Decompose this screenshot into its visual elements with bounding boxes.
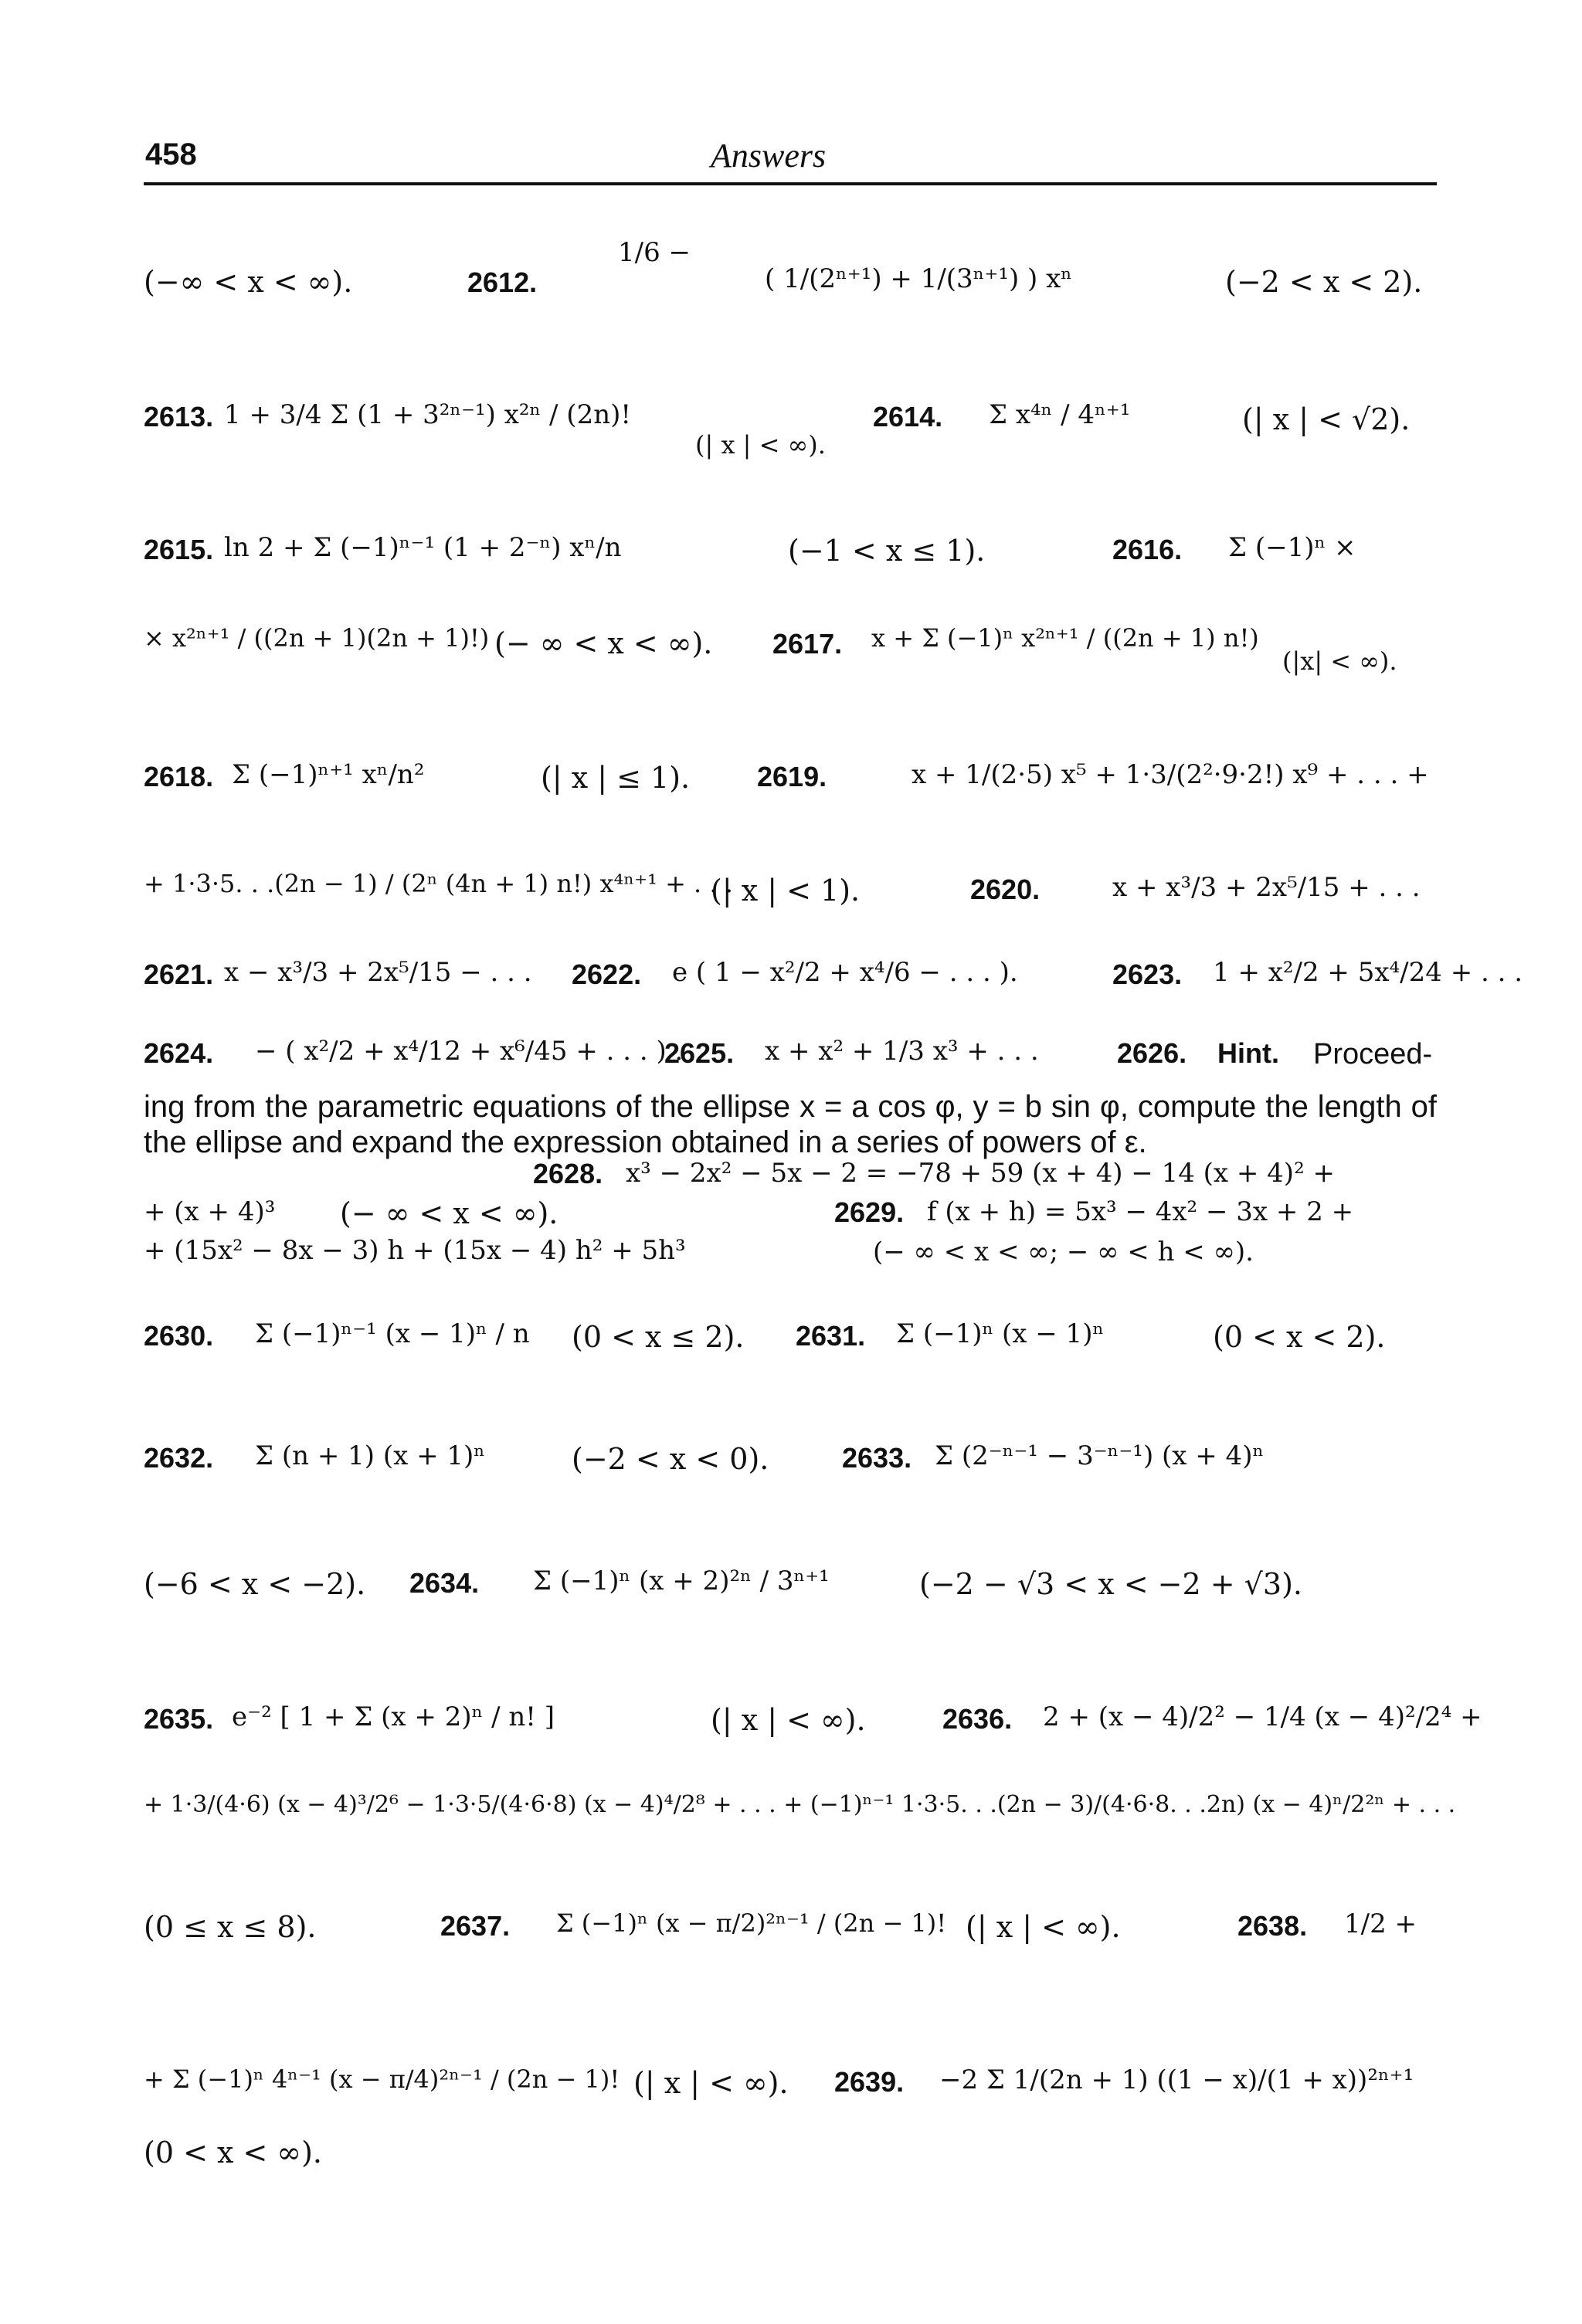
answer-number-2637: 2637. (440, 1910, 511, 1942)
expression-2616-start: Σ (−1)ⁿ × (1228, 532, 1356, 563)
header-rule (144, 182, 1437, 185)
answer-number-2617: 2617. (772, 628, 843, 660)
hint-paragraph: ing from the parametric equations of the ellipse x = a cos φ, y = b sin φ, compute the length of the ellipse and expand the expression obtained in a series of powers of ε. (144, 1090, 1437, 1159)
answer-number-2639: 2639. (834, 2066, 905, 2098)
expression-2629-start: f (x + h) = 5x³ − 4x² − 3x + 2 + (927, 1196, 1354, 1227)
expression-2621: x − x³/3 + 2x⁵/15 − . . . (224, 957, 532, 988)
answer-number-2618: 2618. (144, 761, 214, 792)
interval-2639: (0 < x < ∞). (144, 2136, 322, 2170)
expression-2612-lead: 1/6 − (618, 237, 691, 268)
answer-number-2626: 2626. (1117, 1037, 1187, 1069)
expression-2629-continued: + (15x² − 8x − 3) h + (15x − 4) h² + 5h³ (144, 1235, 686, 1266)
expression-2637: Σ (−1)ⁿ (x − π/2)²ⁿ⁻¹ / (2n − 1)! (556, 1908, 947, 1938)
answer-number-2628: 2628. (533, 1158, 603, 1189)
expression-2616-continued: × x²ⁿ⁺¹ / ((2n + 1)(2n + 1)!) (144, 623, 490, 653)
answer-number-2636: 2636. (942, 1703, 1013, 1735)
expression-2639: −2 Σ 1/(2n + 1) ((1 − x)/(1 + x))²ⁿ⁺¹ (939, 2064, 1414, 2095)
answer-number-2615: 2615. (144, 534, 214, 565)
answer-number-2625: 2625. (664, 1037, 735, 1069)
answer-number-2622: 2622. (572, 958, 642, 990)
hint-lead: Proceed- (1313, 1038, 1433, 1070)
interval-2611: (−∞ < x < ∞). (144, 265, 353, 299)
answer-number-2612: 2612. (467, 266, 538, 298)
interval-2615: (−1 < x ≤ 1). (788, 534, 986, 568)
expression-2634: Σ (−1)ⁿ (x + 2)²ⁿ / 3ⁿ⁺¹ (533, 1566, 830, 1596)
interval-2616: (− ∞ < x < ∞). (494, 626, 713, 660)
expression-2614: Σ x⁴ⁿ / 4ⁿ⁺¹ (989, 399, 1131, 430)
expression-2625: x + x² + 1/3 x³ + . . . (765, 1036, 1039, 1067)
answer-number-2634: 2634. (409, 1567, 480, 1599)
expression-2622: e ( 1 − x²/2 + x⁴/6 − . . . ). (672, 957, 1018, 988)
interval-2628: (− ∞ < x < ∞). (340, 1196, 558, 1230)
interval-2618: (| x | ≤ 1). (541, 761, 691, 795)
expression-2617: x + Σ (−1)ⁿ x²ⁿ⁺¹ / ((2n + 1) n!) (871, 623, 1259, 653)
answer-number-2635: 2635. (144, 1703, 214, 1735)
answer-number-2621: 2621. (144, 958, 214, 990)
running-title: Answers (711, 137, 827, 175)
expression-2631: Σ (−1)ⁿ (x − 1)ⁿ (896, 1318, 1105, 1349)
expression-2638-start: 1/2 + (1344, 1908, 1417, 1939)
expression-2628-start: x³ − 2x² − 5x − 2 = −78 + 59 (x + 4) − 14 (x + 4)² + (626, 1158, 1335, 1189)
answer-number-2620: 2620. (970, 874, 1041, 905)
answer-number-2613: 2613. (144, 401, 214, 433)
interval-2617: (|x| < ∞). (1282, 646, 1397, 676)
expression-2638-continued: + Σ (−1)ⁿ 4ⁿ⁻¹ (x − π/4)²ⁿ⁻¹ / (2n − 1)! (144, 2064, 620, 2094)
answer-number-2624: 2624. (144, 1037, 214, 1069)
expression-2620: x + x³/3 + 2x⁵/15 + . . . (1112, 872, 1421, 903)
expression-2632: Σ (n + 1) (x + 1)ⁿ (255, 1440, 485, 1471)
expression-2615: ln 2 + Σ (−1)ⁿ⁻¹ (1 + 2⁻ⁿ) xⁿ/n (224, 532, 622, 563)
expression-2619-start: x + 1/(2·5) x⁵ + 1·3/(2²·9·2!) x⁹ + . . . + (912, 759, 1429, 790)
answer-number-2630: 2630. (144, 1320, 214, 1352)
answer-number-2638: 2638. (1237, 1910, 1308, 1942)
answer-number-2631: 2631. (796, 1320, 866, 1352)
answer-number-2619: 2619. (757, 761, 827, 792)
expression-2612: ( 1/(2ⁿ⁺¹) + 1/(3ⁿ⁺¹) ) xⁿ (765, 263, 1073, 294)
answer-number-2616: 2616. (1112, 534, 1183, 565)
answer-number-2614: 2614. (873, 401, 943, 433)
hint-label: Hint. (1217, 1037, 1279, 1069)
expression-2613: 1 + 3/4 Σ (1 + 3²ⁿ⁻¹) x²ⁿ / (2n)! (224, 399, 632, 430)
expression-2624: − ( x²/2 + x⁴/12 + x⁶/45 + . . . ) . (255, 1036, 684, 1067)
answer-number-2632: 2632. (144, 1442, 214, 1474)
interval-2636: (0 ≤ x ≤ 8). (144, 1910, 317, 1944)
expression-2633: Σ (2⁻ⁿ⁻¹ − 3⁻ⁿ⁻¹) (x + 4)ⁿ (935, 1440, 1265, 1471)
interval-2619: (| x | < 1). (711, 874, 861, 908)
interval-2632: (−2 < x < 0). (572, 1442, 769, 1476)
interval-2613: (| x | < ∞). (695, 430, 826, 460)
interval-2629: (− ∞ < x < ∞; − ∞ < h < ∞). (873, 1237, 1254, 1267)
interval-2638: (| x | < ∞). (633, 2066, 789, 2100)
interval-2633: (−6 < x < −2). (144, 1567, 366, 1601)
expression-2618: Σ (−1)ⁿ⁺¹ xⁿ/n² (232, 759, 425, 790)
interval-2634: (−2 − √3 < x < −2 + √3). (919, 1567, 1302, 1601)
expression-2635: e⁻² [ 1 + Σ (x + 2)ⁿ / n! ] (232, 1701, 555, 1732)
interval-2630: (0 < x ≤ 2). (572, 1320, 745, 1354)
answer-number-2633: 2633. (842, 1442, 912, 1474)
answer-number-2629: 2629. (834, 1196, 905, 1228)
interval-2635: (| x | < ∞). (711, 1703, 866, 1737)
page-number: 458 (145, 137, 197, 171)
expression-2623: 1 + x²/2 + 5x⁴/24 + . . . (1213, 957, 1523, 988)
expression-2628-continued: + (x + 4)³ (144, 1196, 276, 1227)
expression-2636-continued: + 1·3/(4·6) (x − 4)³/2⁶ − 1·3·5/(4·6·8) (x − 4)⁴/2⁸ + . . . + (−1)ⁿ⁻¹ 1·3·5. . .(2n − 3)/(4·6·8. . .2n) (x − 4)ⁿ/2²ⁿ + . . . (144, 1791, 1456, 1818)
interval-2637: (| x | < ∞). (966, 1910, 1121, 1944)
interval-2612: (−2 < x < 2). (1225, 265, 1423, 299)
expression-2636-start: 2 + (x − 4)/2² − 1/4 (x − 4)²/2⁴ + (1043, 1701, 1482, 1732)
expression-2619-continued: + 1·3·5. . .(2n − 1) / (2ⁿ (4n + 1) n!) x⁴ⁿ⁺¹ + . . . (144, 869, 733, 898)
interval-2614: (| x | < √2). (1242, 402, 1411, 436)
interval-2631: (0 < x < 2). (1213, 1320, 1386, 1354)
answer-number-2623: 2623. (1112, 958, 1183, 990)
expression-2630: Σ (−1)ⁿ⁻¹ (x − 1)ⁿ / n (255, 1318, 530, 1349)
